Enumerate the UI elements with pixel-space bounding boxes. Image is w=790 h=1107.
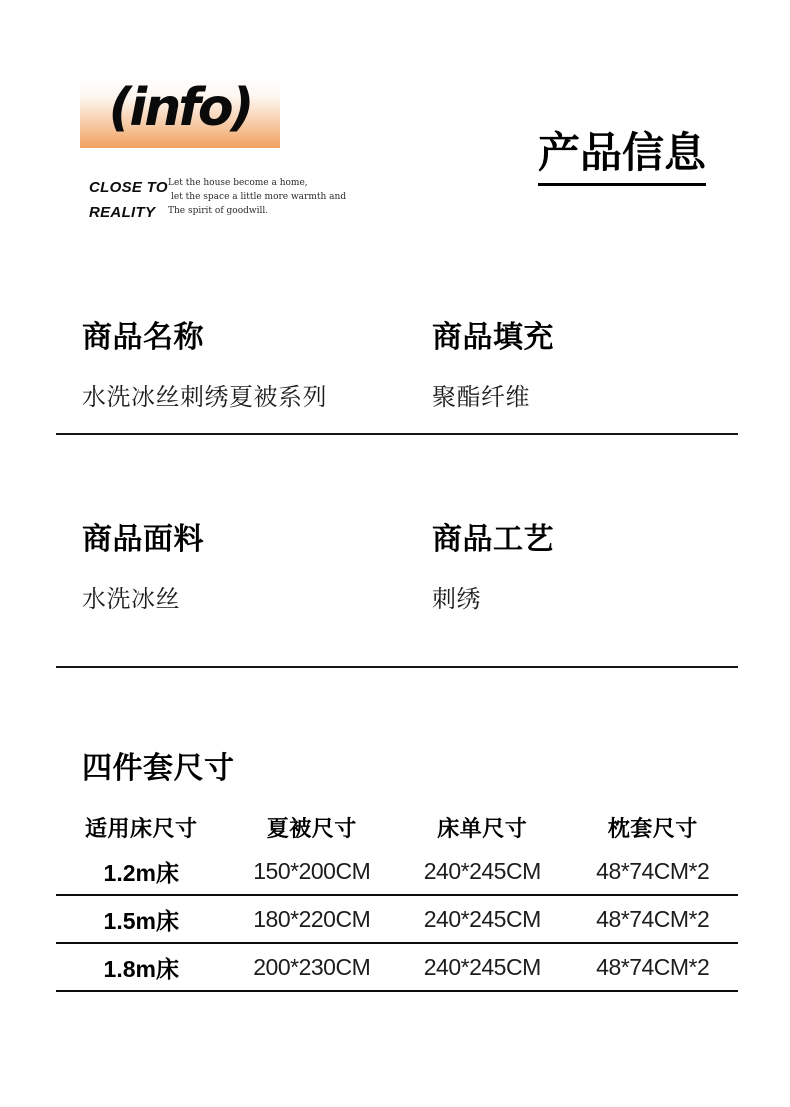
table-cell: 200*230CM xyxy=(253,953,371,980)
section-divider-2 xyxy=(56,666,738,668)
spec-product-name-label: 商品名称 xyxy=(82,321,204,354)
table-cell: 240*245CM xyxy=(423,857,541,884)
table-cell: 150*200CM xyxy=(253,857,371,884)
section-divider-1 xyxy=(56,433,738,435)
spec-product-craft-label: 商品工艺 xyxy=(432,523,554,556)
spec-product-name-value: 水洗冰丝刺绣夏被系列 xyxy=(82,384,327,411)
size-table-header-bed: 适用床尺寸 xyxy=(84,815,198,841)
brand-tagline xyxy=(168,176,346,218)
table-cell: 48*74CM*2 xyxy=(596,905,710,932)
spec-product-filling-label: 商品填充 xyxy=(432,321,554,354)
page-title: 产品信息 xyxy=(538,120,706,186)
brand-slogan xyxy=(89,175,168,225)
size-section-title: 四件套尺寸 xyxy=(82,752,235,785)
brand-slogan-line2: REALITY xyxy=(89,204,156,221)
brand-logo xyxy=(80,78,280,148)
table-cell: 48*74CM*2 xyxy=(596,953,710,980)
size-table-header-quilt: 夏被尺寸 xyxy=(266,815,357,841)
spec-product-name xyxy=(82,312,327,412)
spec-product-fabric xyxy=(82,514,204,614)
size-table xyxy=(56,806,738,992)
spec-product-craft xyxy=(432,514,554,614)
brand-tagline-line2: let the space a little more warmth and xyxy=(171,192,347,202)
size-table-row-1.5m xyxy=(56,896,738,944)
size-table-header-pillowcase: 枕套尺寸 xyxy=(607,815,698,841)
spec-product-craft-value: 刺绣 xyxy=(432,586,481,613)
table-cell: 48*74CM*2 xyxy=(596,857,710,884)
size-table-row-1.8m xyxy=(56,944,738,992)
brand-tagline-line3: The spirit of goodwill. xyxy=(168,206,269,216)
table-cell: 240*245CM xyxy=(423,953,541,980)
brand-slogan-line1: CLOSE TO xyxy=(89,179,168,196)
spec-product-fabric-label: 商品面料 xyxy=(82,523,204,556)
brand-logo-text: (info) xyxy=(108,78,252,138)
spec-product-filling xyxy=(432,312,554,412)
brand-tagline-line1: Let the house become a home, xyxy=(168,178,308,188)
table-cell: 1.8m床 xyxy=(103,955,179,982)
size-table-row-1.2m xyxy=(56,848,738,896)
spec-product-filling-value: 聚酯纤维 xyxy=(432,384,530,411)
size-table-header-sheet: 床单尺寸 xyxy=(437,815,528,841)
size-table-header-row xyxy=(56,806,738,848)
table-cell: 1.2m床 xyxy=(103,859,179,886)
table-cell: 1.5m床 xyxy=(103,907,179,934)
table-cell: 240*245CM xyxy=(423,905,541,932)
table-cell: 180*220CM xyxy=(253,905,371,932)
spec-product-fabric-value: 水洗冰丝 xyxy=(82,586,180,613)
